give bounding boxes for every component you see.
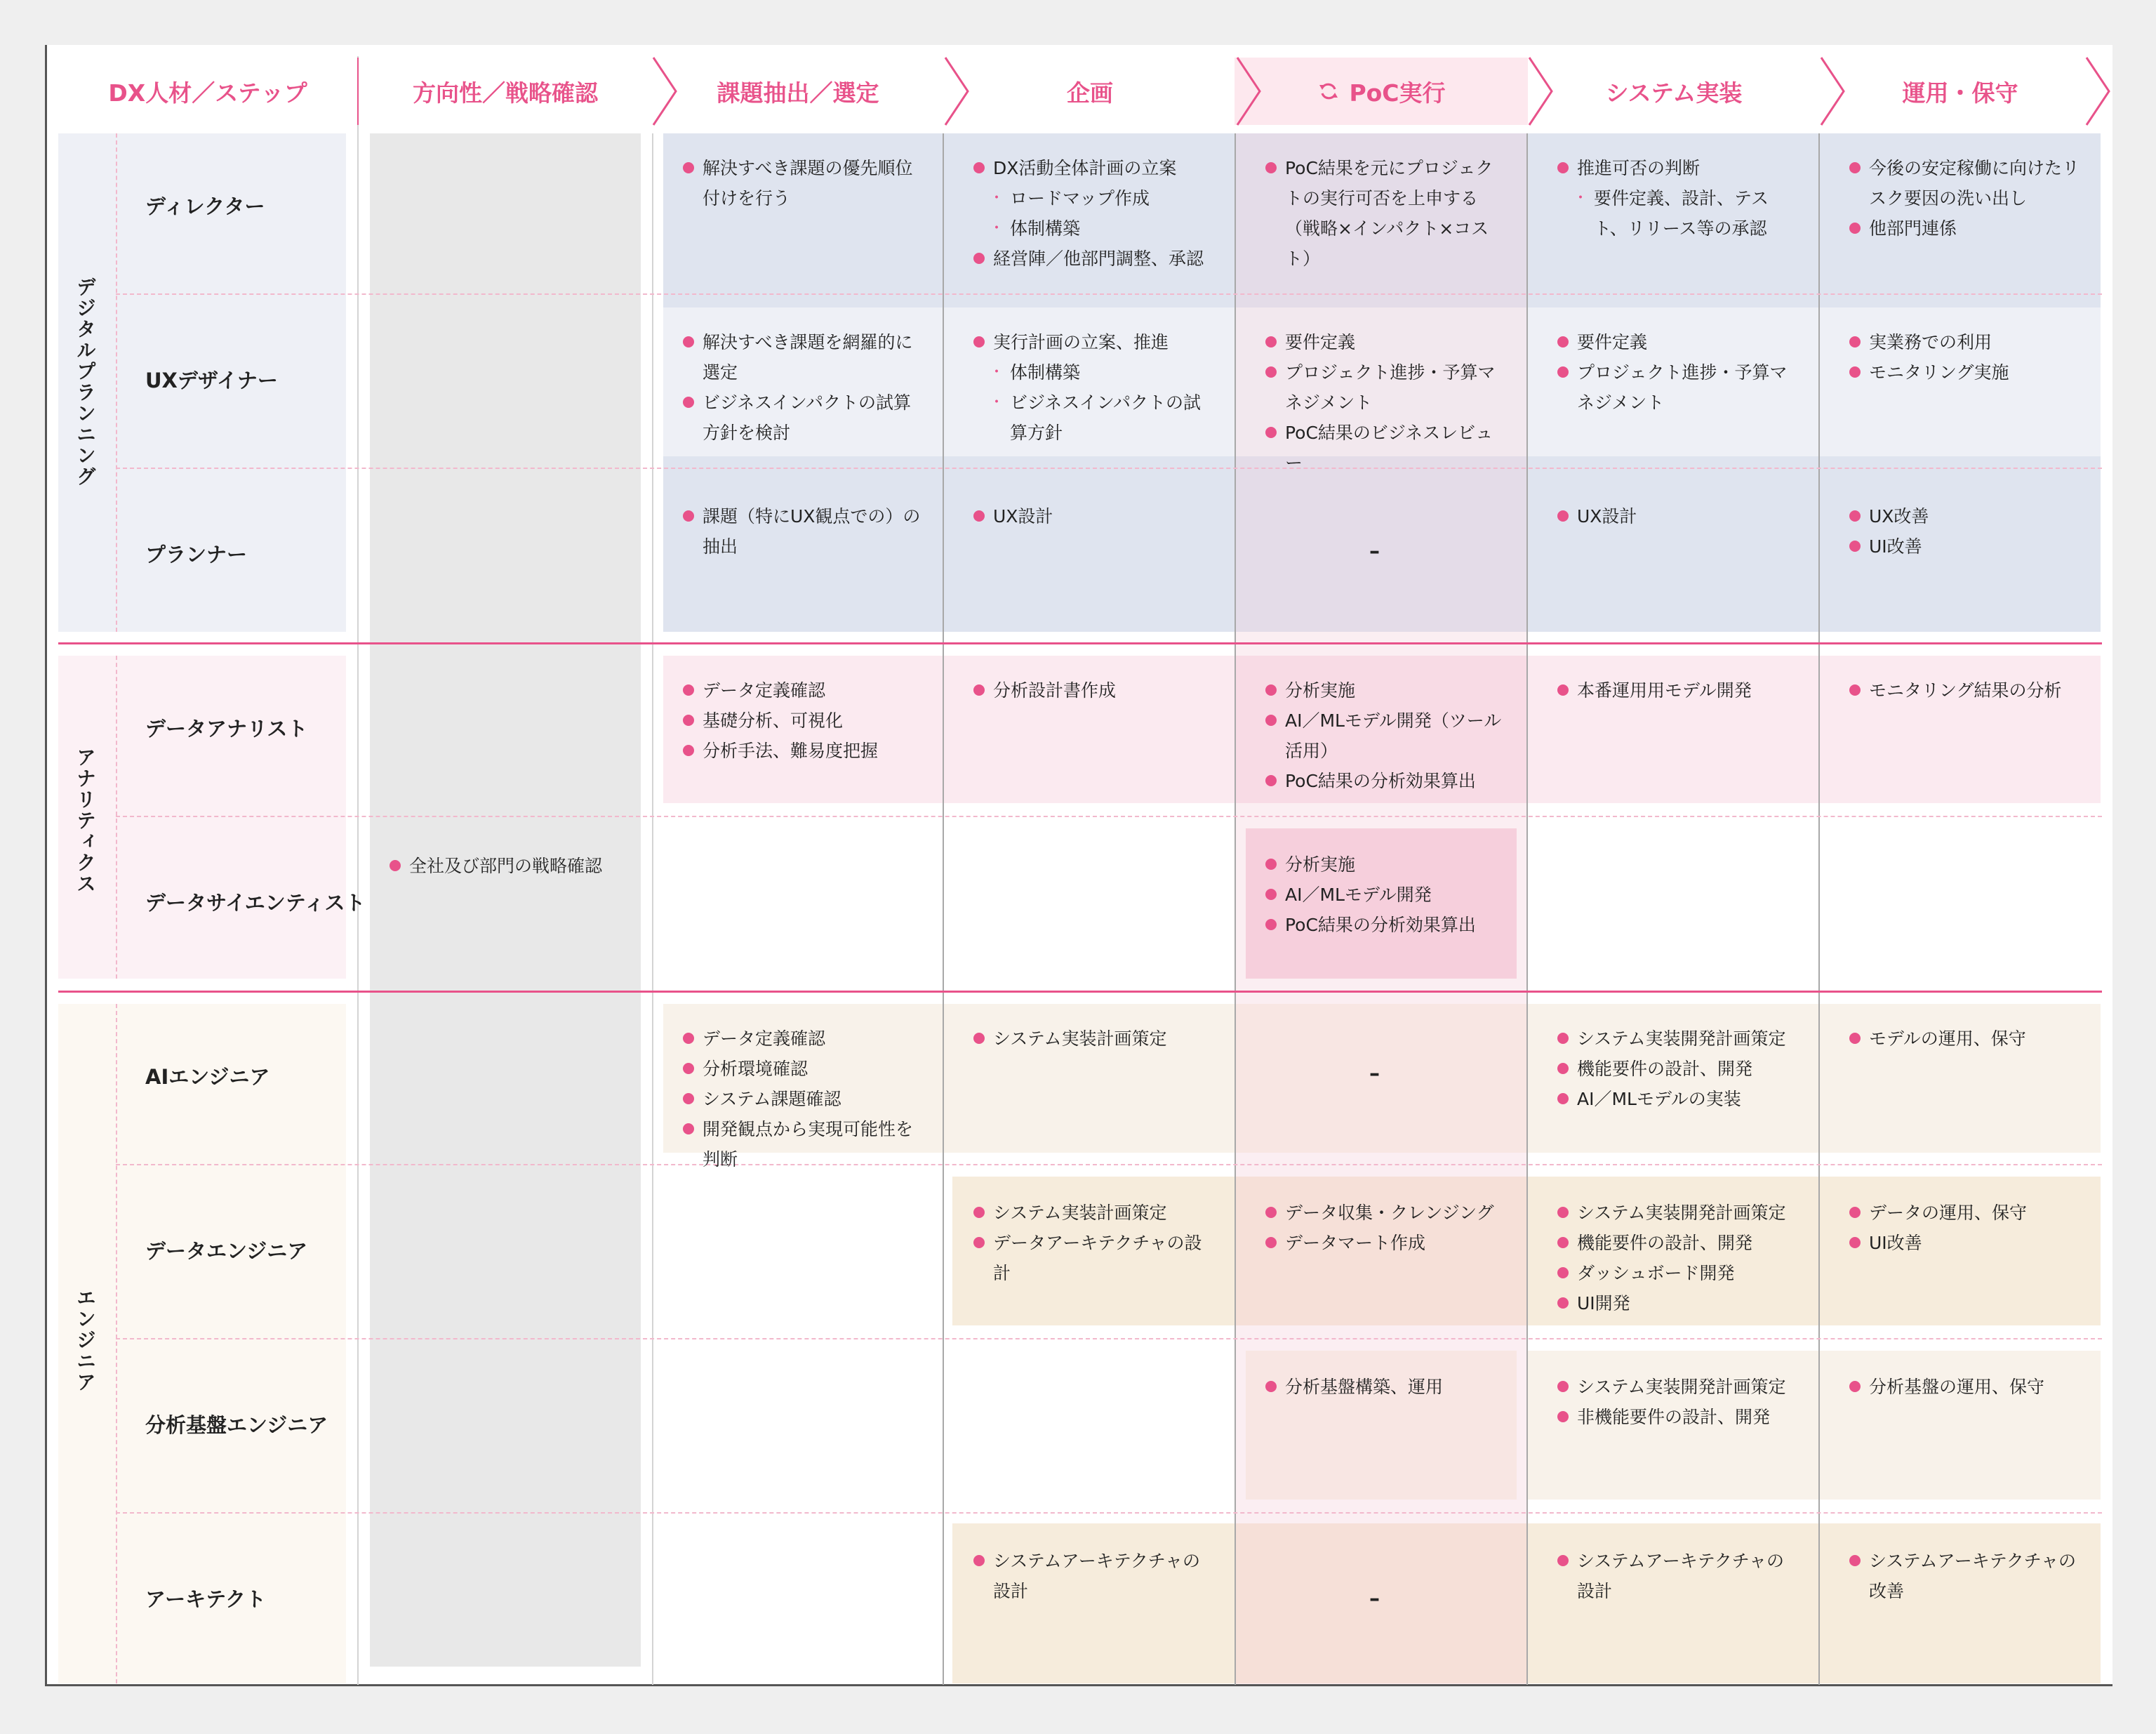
bullet-item: システムアーキテクチャの設計 (1557, 1546, 1800, 1606)
chevron-right-icon (941, 56, 972, 126)
group-divider-engineer (116, 1004, 117, 1683)
bullet-item: UX設計 (973, 501, 1216, 531)
empty-dash: – (1369, 1587, 1380, 1611)
bullet-item: 非機能要件の設計、開発 (1557, 1402, 1800, 1432)
bullet-item: PoC結果のビジネスレビュー (1265, 418, 1508, 478)
sub-item: ・ ビジネスインパクトの試算方針 (973, 388, 1216, 448)
ai-poc (1235, 1004, 1528, 1153)
bullet-item: データ定義確認 (683, 675, 926, 706)
bullet-item: プロジェクト進捗・予算マネジメント (1557, 357, 1800, 418)
bullet-item: 解決すべき課題を網羅的に選定 (683, 327, 926, 388)
bullet-item: 実業務での利用 (1849, 327, 2082, 357)
strategy-column (370, 133, 641, 1667)
bullet-item: 機能要件の設計、開発 (1557, 1228, 1800, 1258)
bullet-item: PoC結果の分析効果算出 (1265, 766, 1508, 796)
bullet-item: AI／MLモデル開発 (1265, 880, 1508, 910)
bullet-item: プロジェクト進捗・予算マネジメント (1265, 357, 1508, 418)
chevron-right-icon (1525, 56, 1556, 126)
role-architect: アーキテクト (145, 1587, 266, 1611)
cell-director-ops (1830, 133, 2101, 256)
cell-platform-system (1538, 1352, 1818, 1445)
bullet-item: データ定義確認 (683, 1024, 926, 1054)
bullet-item: 分析環境確認 (683, 1054, 926, 1084)
bullet-item: システム課題確認 (683, 1084, 926, 1114)
bullet-item: 解決すべき課題の優先順位付けを行う (683, 153, 926, 213)
bullet-item: 分析基盤の運用、保守 (1849, 1372, 2082, 1402)
divider-after-strategy (652, 133, 653, 1685)
bullet-item: モニタリング実施 (1849, 357, 2082, 388)
bullet-item: データの運用、保守 (1849, 1198, 2082, 1228)
bullet-item: 推進可否の判断 (1557, 153, 1800, 183)
chevron-right-icon (1233, 56, 1264, 126)
cell-director-kikaku (954, 133, 1235, 286)
role-planner: プランナー (145, 543, 248, 567)
cell-ux-kikaku (954, 307, 1235, 461)
cell-ux-ops (1830, 307, 2101, 400)
bullet-item: 基礎分析、可視化 (683, 706, 926, 736)
role-ai-engineer: AIエンジニア (145, 1065, 270, 1089)
cell-data_eng-system (1538, 1178, 1818, 1331)
bullet-item: 他部門連係 (1849, 213, 2082, 244)
row-divider (116, 293, 2102, 295)
chevron-right-icon (649, 56, 680, 126)
bullet-item: 分析基盤構築、運用 (1265, 1372, 1508, 1402)
cell-ux-kadai (663, 307, 944, 461)
cell-ai-kikaku (954, 1004, 1235, 1066)
row-divider (116, 1338, 2102, 1339)
bullet-item: システム実装開発計画策定 (1557, 1198, 1800, 1228)
cell-scientist-poc (1246, 830, 1526, 953)
divider-after-roles (357, 56, 359, 1685)
sub-item: ・ ロードマップ作成 (973, 183, 1216, 213)
engineer-side-panel (58, 1004, 346, 1683)
group-separator (58, 991, 2102, 993)
sub-item: ・ 体制構築 (973, 213, 1216, 244)
cell-planner-kadai (663, 482, 944, 574)
cell-analyst-kadai (663, 656, 944, 779)
group-separator (58, 642, 2102, 644)
bullet-item: 実行計画の立案、推進 (973, 327, 1216, 357)
bullet-item: ビジネスインパクトの試算方針を検討 (683, 388, 926, 448)
cell-ai-system (1538, 1004, 1818, 1127)
sub-item: ・ 要件定義、設計、テスト、リリース等の承認 (1557, 183, 1800, 244)
bullet-item: システムアーキテクチャの設計 (973, 1546, 1216, 1606)
cell-analyst-poc (1246, 656, 1526, 809)
cell-planner-system (1538, 482, 1818, 544)
bullet-item: 分析実施 (1265, 849, 1508, 880)
bullet-item: 分析手法、難易度把握 (683, 736, 926, 766)
cell-architect-ops (1830, 1526, 2101, 1619)
bullet-item: 分析設計書作成 (973, 675, 1216, 706)
bullet-item: UI改善 (1849, 531, 2082, 562)
group-analytics: アナリティクス (74, 747, 97, 894)
strategy-cell (370, 831, 641, 894)
step-ops: 運用・保守 (1902, 79, 2018, 107)
bullet-item: ダッシュボード開発 (1557, 1258, 1800, 1288)
group-divider-planning (116, 133, 117, 632)
role-ux-designer: UXデザイナー (145, 369, 278, 392)
chevron-right-icon (2082, 56, 2113, 126)
bullet-item: PoC結果の分析効果算出 (1265, 910, 1508, 940)
row-divider (116, 816, 2102, 817)
strategy-item: 全社及び部門の戦略確認 (390, 851, 623, 881)
bullet-item: UI開発 (1557, 1288, 1800, 1318)
bullet-item: システムアーキテクチャの改善 (1849, 1546, 2082, 1606)
row-divider (116, 1164, 2102, 1165)
bullet-item: DX活動全体計画の立案 (973, 153, 1216, 183)
col-line-3 (1526, 133, 1528, 1685)
step-issue: 課題抽出／選定 (717, 79, 879, 107)
cell-analyst-kikaku (954, 656, 1235, 718)
step-system: システム実装 (1605, 79, 1743, 107)
header-corner: DX人材／ステップ (108, 79, 307, 107)
bullet-item: モデルの運用、保守 (1849, 1024, 2082, 1054)
cell-ai-ops (1830, 1004, 2101, 1066)
role-data-scientist: データサイエンティスト (145, 891, 366, 915)
role-platform-engineer: 分析基盤エンジニア (145, 1413, 328, 1437)
group-planning: デジタルプランニング (74, 277, 97, 487)
bullet-item: データマート作成 (1265, 1228, 1508, 1258)
group-engineer: エンジニア (74, 1288, 97, 1393)
bullet-item: システム実装計画策定 (973, 1198, 1216, 1228)
bullet-item: AI／MLモデルの実装 (1557, 1084, 1800, 1114)
bullet-item: 本番運用用モデル開発 (1557, 675, 1800, 706)
refresh-icon (1318, 81, 1339, 102)
cell-architect-system (1538, 1526, 1818, 1619)
step-poc (1236, 58, 1528, 125)
bullet-item: データアーキテクチャの設計 (973, 1228, 1216, 1288)
bullet-item: モニタリング結果の分析 (1849, 675, 2082, 706)
cell-architect-kikaku (954, 1526, 1235, 1619)
bullet-item: PoC結果を元にプロジェクトの実行可否を上申する（戦略×インパクト×コスト） (1265, 153, 1508, 274)
bullet-item: AI／MLモデル開発（ツール活用） (1265, 706, 1508, 766)
cell-director-system (1538, 133, 1818, 256)
cell-ux-system (1538, 307, 1818, 430)
bullet-item: UI改善 (1849, 1228, 2082, 1258)
bullet-item: 経営陣／他部門調整、承認 (973, 244, 1216, 274)
row-divider (116, 1512, 2102, 1514)
cell-data_eng-kikaku (954, 1178, 1235, 1301)
bullet-item: 要件定義 (1265, 327, 1508, 357)
cell-platform-poc (1246, 1352, 1526, 1415)
bullet-item: システム実装開発計画策定 (1557, 1024, 1800, 1054)
role-data-engineer: データエンジニア (145, 1239, 308, 1263)
row-divider (116, 468, 2102, 469)
bullet-item: 分析実施 (1265, 675, 1508, 706)
role-data-analyst: データアナリスト (145, 717, 308, 741)
empty-dash: – (1369, 539, 1380, 564)
group-divider-analytics (116, 656, 117, 979)
bullet-item: UX改善 (1849, 501, 2082, 531)
bullet-item: システム実装計画策定 (973, 1024, 1216, 1054)
cell-director-kadai (663, 133, 944, 226)
cell-ux-poc (1246, 307, 1526, 491)
cell-platform-ops (1830, 1352, 2101, 1415)
cell-planner-ops (1830, 482, 2101, 574)
bullet-item: 要件定義 (1557, 327, 1800, 357)
step-planning: 企画 (1067, 79, 1113, 107)
col-line-4 (1818, 133, 1820, 1685)
cell-analyst-ops (1830, 656, 2101, 718)
bullet-item: 機能要件の設計、開発 (1557, 1054, 1800, 1084)
cell-analyst-system (1538, 656, 1818, 718)
role-director: ディレクター (145, 194, 265, 218)
cell-planner-kikaku (954, 482, 1235, 544)
bullet-item: UX設計 (1557, 501, 1800, 531)
cell-data_eng-poc (1246, 1178, 1526, 1271)
step-poc-label: PoC実行 (1349, 79, 1446, 107)
sub-item: ・ 体制構築 (973, 357, 1216, 388)
architect-poc (1235, 1523, 1528, 1683)
chevron-right-icon (1817, 56, 1848, 126)
empty-dash: – (1369, 1061, 1380, 1086)
career-matrix-frame (45, 45, 2112, 1686)
cell-data_eng-ops (1830, 1178, 2101, 1271)
cell-ai-kadai (663, 1004, 944, 1187)
cell-director-poc (1246, 133, 1526, 286)
bullet-item: システム実装開発計画策定 (1557, 1372, 1800, 1402)
bullet-item: 開発観点から実現可能性を判断 (683, 1114, 926, 1174)
analytics-side-panel (58, 656, 346, 979)
bullet-item: 今後の安定稼働に向けたリスク要因の洗い出し (1849, 153, 2082, 213)
bullet-item: 課題（特にUX観点での）の抽出 (683, 501, 926, 562)
col-line-2 (1235, 133, 1236, 1685)
step-strategy: 方向性／戦略確認 (413, 79, 598, 107)
bullet-item: データ収集・クレンジング (1265, 1198, 1508, 1228)
